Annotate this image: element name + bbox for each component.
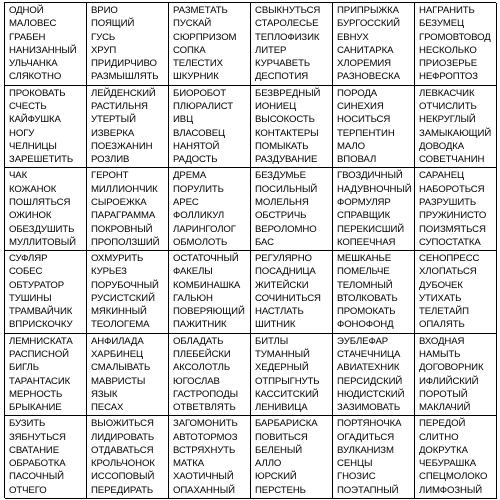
word: ПОРОТЫЙ [419,388,468,400]
word: ПЕРСИДСКИЙ [337,375,403,387]
word: ЛИДИРОВАТЬ [91,431,155,443]
word: ОБМОЛОТЬ [173,236,228,248]
word: ОТВЕТВЛЯТЬ [173,402,236,414]
word: ШКУРНИК [173,71,219,83]
word: ПРОКОВАТЬ [9,87,66,99]
word: ВПОВАЛ [337,154,377,166]
word: ТАРАНТАСИК [9,375,71,387]
word: ОДНОЙ [9,5,44,16]
word: ЯЗЫК [91,388,118,400]
word-cell [87,168,169,251]
word: НАДУВНОЧНЫЙ [337,183,412,195]
word: ОТЧИСЛИТЬ [419,100,477,112]
word: ПАЖИТНИК [173,319,227,331]
word: ИОНИЕЦ [255,100,297,112]
word: ПОВИТЬСЯ [255,431,308,443]
word: ПОЯЩИЙ [91,18,135,30]
word: ПЕРЕДОЙ [419,418,466,430]
word: КРОЛЬЧОНОК [91,458,155,470]
word-cell [333,251,415,334]
word: СТАЧЕЧНИЦА [337,348,401,360]
word-grid [4,2,496,498]
word: ОГАДИТЬСЯ [337,431,395,443]
word: ГВОЗДИЧНЫЙ [337,170,403,182]
word: ПРИДИРЧИВО [91,58,157,70]
word: ТЕЛОМНЫЙ [337,279,393,291]
word: АВТОТОРМОЗ [173,431,238,443]
word: ХЛОПАТЬСЯ [419,266,477,278]
word: СПЕЦМОЛОКО [419,471,488,483]
word-cell [251,334,333,417]
word: ПОКРОВНЫЙ [91,223,153,235]
word-cell [333,3,415,86]
word: ЛИТЕР [255,44,287,56]
word: РАЗМЫШЛЯТЬ [91,71,159,83]
word: ЗАРЕШЕТИТЬ [9,154,74,166]
word-cell [169,416,251,499]
word-cell [251,3,333,86]
word: ПОРОДА [337,87,378,99]
word: ЧАК [9,170,28,182]
word: МАЛО [337,140,365,152]
word: ОБТУРАТОР [9,279,65,291]
word: ПРИПРЫЖКА [337,5,399,16]
word: ЮГОСЛАВ [173,375,220,387]
word: НАНЯТОЙ [173,140,220,152]
word: РАСПИСНОЙ [9,348,69,360]
word: СОЧИНИТЬСЯ [255,292,321,304]
word: НЕСКОЛЬКО [419,44,477,56]
word: ФОРМУЛЯР [337,196,391,208]
word: ГАЛЬЮН [173,292,213,304]
word: РОЗЛИВ [91,154,130,166]
word: КОНТАКТЕРЫ [255,127,319,139]
word-cell [169,168,251,251]
word: ГНОЗИС [337,471,376,483]
word: ОБСТРИЧЬ [255,210,307,222]
word-cell [5,86,87,169]
word: СЫРОЕЖКА [91,196,147,208]
word: ПРОПОЛЗШИЙ [91,236,160,248]
word-cell [5,3,87,86]
word-cell [251,86,333,169]
word: ГЕРОНТ [91,170,129,182]
word: ЗЯБНУТЬСЯ [9,431,66,443]
word: УТИХАТЬ [419,292,462,304]
word: ПЕРЕКИСШИЙ [337,223,405,235]
word: ОЖИНОК [9,210,52,222]
word: ЖИТЕЙСКИ [255,279,309,291]
word: ВЕРОЛОМНО [255,223,317,235]
word: ДОКРУТКА [419,444,468,456]
word: ШИТНИК [255,319,296,331]
word: СПРАВЩИК [337,210,391,222]
word: ВТОЛКОВАТЬ [337,292,398,304]
word: БЕЛЕНЫЙ [255,444,303,456]
word: ЕВНУХ [337,31,369,43]
word: СЕНЦЫ [337,458,373,470]
word: ОПАЛЯТЬ [419,319,465,331]
word: ВЫОЖИТЬСЯ [91,418,154,430]
word-cell [169,3,251,86]
word: ПОИЗМЯТЬСЯ [419,223,486,235]
word: ПОШЛЯТЬСЯ [9,196,71,208]
word: РАДОСТЬ [173,154,218,166]
word: АНФИЛАДА [91,335,144,347]
word: СОВЕТЧАНИН [419,154,485,166]
word: ПОРУБОЧНЫЙ [91,279,159,291]
word-cell [87,86,169,169]
word: НАНИЗАННЫЙ [9,44,77,56]
word: СВАТАНИЕ [9,444,60,456]
word-cell [251,416,333,499]
word: ПОЭТАПНЫЙ [337,484,399,496]
word-cell [251,251,333,334]
word-cell [87,3,169,86]
word: МУЛЛИТОВЫЙ [9,236,76,248]
word: СОБЕС [9,266,43,278]
word: МАВРИСТЫ [91,375,146,387]
word: ТЕОЛОГЕМА [91,319,150,331]
word: ГУСЬ [91,31,116,43]
word: ЛИМФОЗНЫЙ [419,484,483,496]
word: БИТЛЫ [255,335,289,347]
word-cell [87,251,169,334]
word: РУСИСТСКИЙ [91,292,155,304]
word: ЧЕБУРАШКА [419,458,476,470]
word-cell [87,334,169,417]
word: РЕГУЛЯРНО [255,252,312,264]
word: СУПОСТАТКА [419,236,481,248]
word: БАРБАРИСКА [255,418,318,430]
word: ЭУБЛЕФАР [337,335,389,347]
word: ДОВОДКА [419,140,465,152]
word: АВИАТЕХНИК [337,362,400,374]
word: ВУЛКАНИЗМ [337,444,394,456]
word: ПУСКАЙ [173,18,212,30]
word: ТРАМВАЙЧИК [9,306,73,318]
word-cell [5,251,87,334]
word-cell [415,3,497,86]
word: ОБЛАДАТЬ [173,335,224,347]
word: РАЗДУВАНИЕ [255,154,318,166]
word: МИЛЛИОНЧИК [91,183,158,195]
word: ВЫСОКОСТЬ [255,114,315,126]
word: ПРОМОКАТЬ [337,306,396,318]
word: ФАКЕЛЫ [173,266,213,278]
word: ТЕЛЕСТИХ [173,58,223,70]
word: САНИТАРКА [337,44,394,56]
word-cell [415,251,497,334]
word: ТУМАННЫЙ [255,348,310,360]
word: УТЕРТЫЙ [91,114,136,126]
word: КАЙФУШКА [9,114,61,126]
word: ПОМЕЛЬЧЕ [337,266,390,278]
word: СОПКА [173,44,206,56]
word: БЕЗДУМЬЕ [255,170,306,182]
word: ТЕЛЕТАЙП [419,306,469,318]
word-cell [169,86,251,169]
word: МАЛОВЕС [9,18,57,30]
word-cell [415,168,497,251]
word-cell [333,86,415,169]
word: ЛАРИНГОЛОГ [173,223,236,235]
word: СТАРОЛЕСЬЕ [255,18,319,30]
word: МАТКА [173,458,204,470]
word: ОПАХАННЫЙ [173,484,235,496]
word: ЗАМЫКАЮЩИЙ [419,127,492,139]
word: КОЖАНОК [9,183,57,195]
word: КУРЧАВЕТЬ [255,58,311,70]
word: АЛЛО [255,458,282,470]
word-cell [333,416,415,499]
word: НАМЫТЬ [419,348,461,360]
word: НАБОРОТЬСЯ [419,183,485,195]
word: СИНЕХИЯ [337,100,384,112]
word-cell [87,416,169,499]
word: НОГУ [9,127,35,139]
word: СЛИТНО [419,431,459,443]
word: ОСТАТОЧНЫЙ [173,252,239,264]
word: ВПРИСКОЧКУ [9,319,73,331]
word: ЗАЗИМОВАТЬ [337,402,401,414]
word: СУФЛЯР [9,252,48,264]
word: СВЫКНУТЬСЯ [255,5,321,16]
word: БИОРОБОТ [173,87,227,99]
word: ПЛЮРАЛИСТ [173,100,234,112]
word: СЕНОПРЕСС [419,252,480,264]
word: ДУБОЧЕК [419,279,463,291]
word-cell [415,334,497,417]
word-cell [5,334,87,417]
word: ОБРАБОТКА [9,458,66,470]
word: ТЕПЛОФИЗИК [255,31,320,43]
word: ПОВЕРЯЮЩИЙ [173,306,245,318]
word: ПОРУЛИТЬ [173,183,224,195]
word-cell [333,334,415,417]
word: НЕКРУГЛЫЙ [419,114,476,126]
word: ВЛАСОВЕЦ [173,127,226,139]
word: ЛЕМНИСКАТА [9,335,73,347]
word: ЮРСКИЙ [255,471,297,483]
word-cell [415,416,497,499]
word: РАЗРУШИТЬ [419,196,477,208]
word: МЕРНОСТЬ [9,388,63,400]
word: УЛЬЧАНКА [9,58,58,70]
word: ГРАБЕН [9,31,46,43]
word: ТЕРПЕНТИН [337,127,395,139]
word: ДЕСПОТИЯ [255,71,309,83]
word: НОСИТЬСЯ [337,114,391,126]
word: ПОМЫКАТЬ [255,140,309,152]
word: ХАРБИНЕЦ [91,348,144,360]
word: ЛЕНИВИЦА [255,402,308,414]
word: КУРЬЕЗ [91,266,127,278]
word: ЗАГОМОНИТЬ [173,418,238,430]
word: ХЛОРЕМИЯ [337,58,391,70]
word: ПОСИЛЬНЫЙ [255,183,318,195]
word: ВСТРЯХНУТЬ [173,444,236,456]
word: НАГРАНИТЬ [419,5,475,16]
word: НЮДИСТСКИЙ [337,388,405,400]
word: ЧЕЛНИЦЫ [9,140,57,152]
word-cell [5,168,87,251]
word: ЛЕВКАСЧИК [419,87,475,99]
word: ФОНОФОНД [337,319,394,331]
word: ДРЕМА [173,170,207,182]
word: ИЗВЕРКА [91,127,135,139]
word-cell [333,168,415,251]
word: КАССИТСКИЙ [255,388,319,400]
word: РАСТИЛЬНЯ [91,100,148,112]
word: СМАЛЫВАТЬ [91,362,151,374]
word: ОХМУРИТЬ [91,252,144,264]
word: ПАСОЧНЫЙ [9,471,64,483]
word: НАСТЛАТЬ [255,306,304,318]
word: СЛЯКОТНО [9,71,62,83]
word: ДОГОВОРНИК [419,362,484,374]
word-cell [415,86,497,169]
word-cell [251,168,333,251]
word: АКСОЛОТЛЬ [173,362,231,374]
word: РАЗМЕТАТЬ [173,5,228,16]
word-cell [169,334,251,417]
word: ПЛЕБЕЙСКИ [173,348,231,360]
word: ПЕРЕДИРАТЬ [91,484,154,496]
word: БЕЗУМЕЦ [419,18,465,30]
word: ОТЧЕГО [9,484,47,496]
word: ПРИОЗЕРЬЕ [419,58,478,70]
word: ФОЛЛИКУЛ [173,210,225,222]
word: БЕЗВРЕДНЫЙ [255,87,321,99]
word: ПОСАДНИЦА [255,266,316,278]
word: МЯКИННЫЙ [91,306,147,318]
word: БИГЛЬ [9,362,39,374]
word: АРЕС [173,196,199,208]
word: БУРГОССКИЙ [337,18,400,30]
word: ХАОТИЧНЫЙ [173,471,234,483]
word: ПЕСАХ [91,402,124,414]
word: ХРУП [91,44,117,56]
word: ПРУЖИНИСТО [419,210,487,222]
word: ПЕРСТЕНЬ [255,484,306,496]
word: ХЕДЕРНЫЙ [255,362,309,374]
word: ВРИО [91,5,118,16]
word: ГАСТРОПОДЫ [173,388,238,400]
word: ПОЕЗЖАНИН [91,140,153,152]
word: БУЗИТЬ [9,418,46,430]
word: ОТДАВАТЬСЯ [91,444,154,456]
word: ЛЕЙДЕНСКИЙ [91,87,156,99]
word: ПАРАГРАММА [91,210,156,222]
word: МАКЛАЧИЙ [419,402,471,414]
word: ИССОПОВЫЙ [91,471,155,483]
word-cell [5,416,87,499]
word: ВХОДНАЯ [419,335,465,347]
word: СЮРПРИЗОМ [173,31,237,43]
word: РАЗНОВЕСКА [337,71,400,83]
word: МОЛЕЛЬНЯ [255,196,309,208]
word: БРЫКАНИЕ [9,402,62,414]
word-cell [169,251,251,334]
word: КОПЕЕЧНАЯ [337,236,396,248]
word: ОБЕЗДУШИТЬ [9,223,75,235]
word: БАС [255,236,274,248]
word: ТУШИНЫ [9,292,52,304]
word: ГРОМОВТОВОД [419,31,491,43]
word: КОМБИНАШКА [173,279,241,291]
word: САРАНЕЦ [419,170,464,182]
word: СЧЕСТЬ [9,100,47,112]
word: ИВЦ [173,114,194,126]
word: НЕФРОПТОЗ [419,71,478,83]
word: МЕШКАНЬЕ [337,252,391,264]
word: ПОРТЯНОЧКА [337,418,402,430]
word: ИФЛИЙСКИЙ [419,375,479,387]
word: ОТПРЫГНУТЬ [255,375,320,387]
